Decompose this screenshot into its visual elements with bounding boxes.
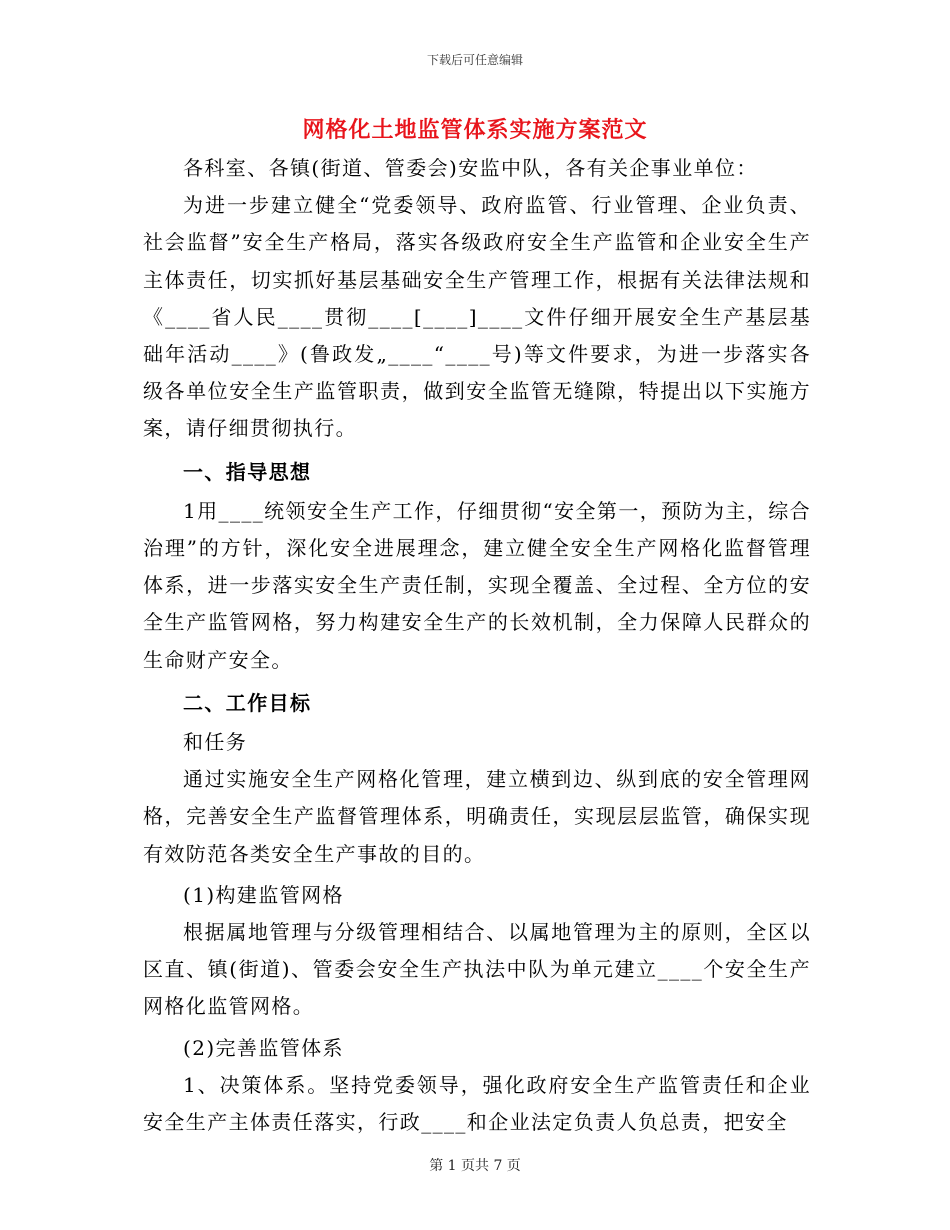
document-title: 网格化土地监管体系实施方案范文 [302, 117, 648, 143]
work-goals-subtitle: 和任务 [183, 730, 248, 755]
guiding-ideology-paragraph: 1用____统领安全生产工作，仔细贯彻“安全第一，预防为主，综合治理”的方针，深化安全进展理念，建立健全安全生产网格化监督管理体系，进一步落实安全生产责任制，实现全覆盖、全过程、全方位的安全生产监管网格，努力构建安全生产的长效机制，全力保障人民群众的生命财产安全。 [143, 498, 811, 672]
salutation-paragraph: 各科室、各镇(街道、管委会)安监中队，各有关企事业单位： [183, 156, 758, 180]
decision-system-paragraph: 1、决策体系。坚持党委领导，强化政府安全生产监管责任和企业安全生产主体责任落实，行政____和企业法定负责人负总责，把安全 [143, 1072, 811, 1135]
page-header-note: 下载后可任意编辑 [426, 53, 523, 67]
work-goals-paragraph: 通过实施安全生产网格化管理，建立横到边、纵到底的安全管理网格，完善安全生产监督管理体系，明确责任，实现层层监管，确保实现有效防范各类安全生产事故的目的。 [143, 767, 811, 866]
subsection-heading-improve-system: (2)完善监管体系 [183, 1035, 344, 1060]
build-grid-paragraph: 根据属地管理与分级管理相结合、以属地管理为主的原则，全区以区直、镇(街道)、管委会安全生产执法中队为单元建立____个安全生产网格化监管网格。 [143, 920, 811, 1019]
section-heading-guiding-ideology: 一、指导思想 [183, 459, 312, 484]
page-number: 第 1 页共 7 页 [429, 1158, 521, 1174]
document-body [143, 150, 811, 1141]
subsection-heading-build-grid: (1)构建监管网格 [183, 882, 344, 907]
section-heading-work-goals: 二、工作目标 [183, 690, 312, 715]
intro-paragraph: 为进一步建立健全“党委领导、政府监管、行业管理、企业负责、社会监督”安全生产格局，落实各级政府安全生产监管和企业安全生产主体责任，切实抓好基层基础安全生产管理工作，根据有关法律法规和《____省人民____贯彻____[____]____文件仔细开展安全生产基层基础年活动____》(鲁政发„____“____号)等文件要求，为进一步落实各级各单位安全生产监管职责，做到安全监管无缝隙，特提出以下实施方案，请仔细贯彻执行。 [143, 193, 811, 441]
